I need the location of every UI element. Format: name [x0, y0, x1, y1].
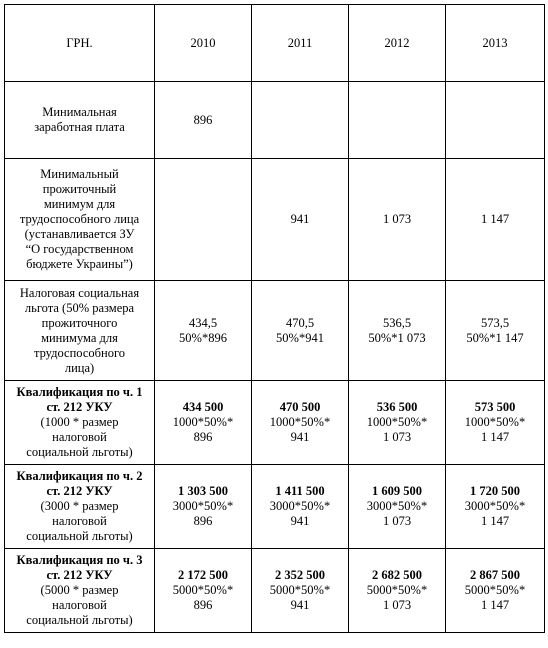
- label-line: (1000 * размер: [40, 415, 119, 429]
- label-line: социальной льготы): [26, 529, 133, 543]
- label-line: налоговой: [52, 430, 107, 444]
- cell-value: 470,5: [285, 315, 315, 330]
- cell-formula: 1 147: [480, 514, 510, 528]
- header-cell-2013: 2013: [446, 5, 545, 82]
- header-cell-2010: 2010: [155, 5, 252, 82]
- label-line: бюджете Украины”): [26, 257, 133, 271]
- cell-formula: 896: [193, 514, 213, 528]
- label-line: (3000 * размер: [40, 499, 119, 513]
- label-bold-line: Квалификация по ч. 2: [16, 469, 143, 483]
- table-cell: [349, 381, 446, 465]
- cell-value: 536 500: [376, 400, 418, 414]
- table-cell: [446, 549, 545, 633]
- label-bold-line: Квалификация по ч. 1: [16, 385, 143, 399]
- table-cell: [349, 281, 446, 381]
- cell-value: 1 609 500: [372, 484, 422, 498]
- table-cell: [446, 281, 545, 381]
- header-cell-2012: 2012: [349, 5, 446, 82]
- cell-formula: 1000*50%*: [269, 415, 331, 429]
- cell-formula: 50%*941: [276, 330, 324, 345]
- header-cell-unit: ГРН.: [5, 5, 155, 82]
- cell-formula: 941: [290, 598, 310, 612]
- table-cell: [155, 549, 252, 633]
- row-label: [5, 82, 155, 159]
- cell-formula: 5000*50%*: [269, 583, 331, 597]
- cell-formula: 1 073: [382, 430, 412, 444]
- cell-formula: 50%*1 147: [466, 330, 524, 345]
- table-row: [5, 281, 545, 381]
- cell-value: 1 147: [480, 212, 510, 226]
- cell-formula: 1000*50%*: [464, 415, 526, 429]
- cell-value: 941: [290, 212, 310, 226]
- label-line: Минимальный: [40, 167, 119, 181]
- label-bold-line: Квалификация по ч. 3: [16, 553, 143, 567]
- cell-value: 2 352 500: [275, 568, 325, 582]
- table-row: [5, 549, 545, 633]
- label-line: прожиточного: [41, 315, 118, 330]
- cell-formula: 896: [193, 598, 213, 612]
- label-line: минимума для: [41, 330, 118, 345]
- label-line: Минимальная: [42, 105, 117, 119]
- cell-value: 1 073: [382, 212, 412, 226]
- cell-formula: 3000*50%*: [366, 499, 428, 513]
- table-row: [5, 82, 545, 159]
- cell-value: 536,5: [382, 315, 412, 330]
- label-line: социальной льготы): [26, 613, 133, 627]
- table-cell: [155, 465, 252, 549]
- table-cell: [349, 159, 446, 281]
- cell-value: 896: [193, 112, 213, 127]
- table-cell: [446, 159, 545, 281]
- label-line: лица): [64, 360, 95, 375]
- table-row: [5, 465, 545, 549]
- cell-formula: 5000*50%*: [366, 583, 428, 597]
- cell-formula: 1 073: [382, 514, 412, 528]
- cell-formula: 941: [290, 430, 310, 444]
- table-cell: [446, 465, 545, 549]
- cell-value: 1 411 500: [275, 484, 325, 498]
- table-cell: [252, 381, 349, 465]
- label-line: прожиточный: [42, 182, 117, 196]
- cell-formula: 5000*50%*: [464, 583, 526, 597]
- table-cell: [155, 281, 252, 381]
- cell-formula: 1000*50%*: [366, 415, 428, 429]
- row-label: [5, 549, 155, 633]
- row-label: [5, 159, 155, 281]
- cell-formula: 50%*896: [179, 330, 227, 345]
- header-cell-2011: 2011: [252, 5, 349, 82]
- table-cell: [155, 381, 252, 465]
- label-line: социальной льготы): [26, 445, 133, 459]
- label-line: минимум для: [43, 197, 116, 211]
- data-table: [4, 4, 545, 633]
- table-row: [5, 159, 545, 281]
- row-label: [5, 465, 155, 549]
- label-line: трудоспособного: [33, 345, 126, 360]
- cell-formula: 3000*50%*: [464, 499, 526, 513]
- label-bold-line: ст. 212 УКУ: [46, 568, 113, 582]
- label-line: налоговой: [52, 598, 107, 612]
- label-line: налоговой: [52, 514, 107, 528]
- cell-value: 2 682 500: [372, 568, 422, 582]
- cell-formula: 3000*50%*: [172, 499, 234, 513]
- table-cell: [252, 549, 349, 633]
- cell-value: 434,5: [188, 315, 218, 330]
- cell-value: 2 867 500: [470, 568, 520, 582]
- cell-value: 573 500: [474, 400, 516, 414]
- label-line: трудоспособного лица: [19, 212, 140, 226]
- cell-value: 573,5: [480, 315, 510, 330]
- header-row: [5, 5, 545, 82]
- table-cell: [446, 82, 545, 159]
- table-cell: [252, 159, 349, 281]
- cell-value: 434 500: [182, 400, 224, 414]
- label-line: Налоговая социальная: [19, 285, 140, 300]
- label-line: (устанавливается ЗУ: [24, 227, 135, 241]
- label-line: льгота (50% размера: [24, 300, 135, 315]
- label-line: “О государственном: [25, 242, 134, 256]
- cell-formula: 1000*50%*: [172, 415, 234, 429]
- label-line: (5000 * размер: [40, 583, 119, 597]
- cell-formula: 50%*1 073: [368, 330, 426, 345]
- cell-formula: 1 147: [480, 598, 510, 612]
- cell-formula: 941: [290, 514, 310, 528]
- label-bold-line: ст. 212 УКУ: [46, 400, 113, 414]
- cell-formula: 896: [193, 430, 213, 444]
- table-cell: [349, 549, 446, 633]
- table-cell: [155, 159, 252, 281]
- cell-value: 470 500: [279, 400, 321, 414]
- table-cell: [349, 82, 446, 159]
- cell-value: 1 303 500: [178, 484, 228, 498]
- row-label: [5, 281, 155, 381]
- label-bold-line: ст. 212 УКУ: [46, 484, 113, 498]
- cell-value: 1 720 500: [470, 484, 520, 498]
- cell-formula: 1 073: [382, 598, 412, 612]
- table-cell: [252, 281, 349, 381]
- table-row: [5, 381, 545, 465]
- table-cell: [252, 465, 349, 549]
- cell-formula: 1 147: [480, 430, 510, 444]
- row-label: [5, 381, 155, 465]
- label-line: заработная плата: [34, 120, 125, 134]
- table-cell: [252, 82, 349, 159]
- cell-formula: 5000*50%*: [172, 583, 234, 597]
- table-cell: [446, 381, 545, 465]
- cell-formula: 3000*50%*: [269, 499, 331, 513]
- table-cell: [349, 465, 446, 549]
- cell-value: 2 172 500: [178, 568, 228, 582]
- table-cell: [155, 82, 252, 159]
